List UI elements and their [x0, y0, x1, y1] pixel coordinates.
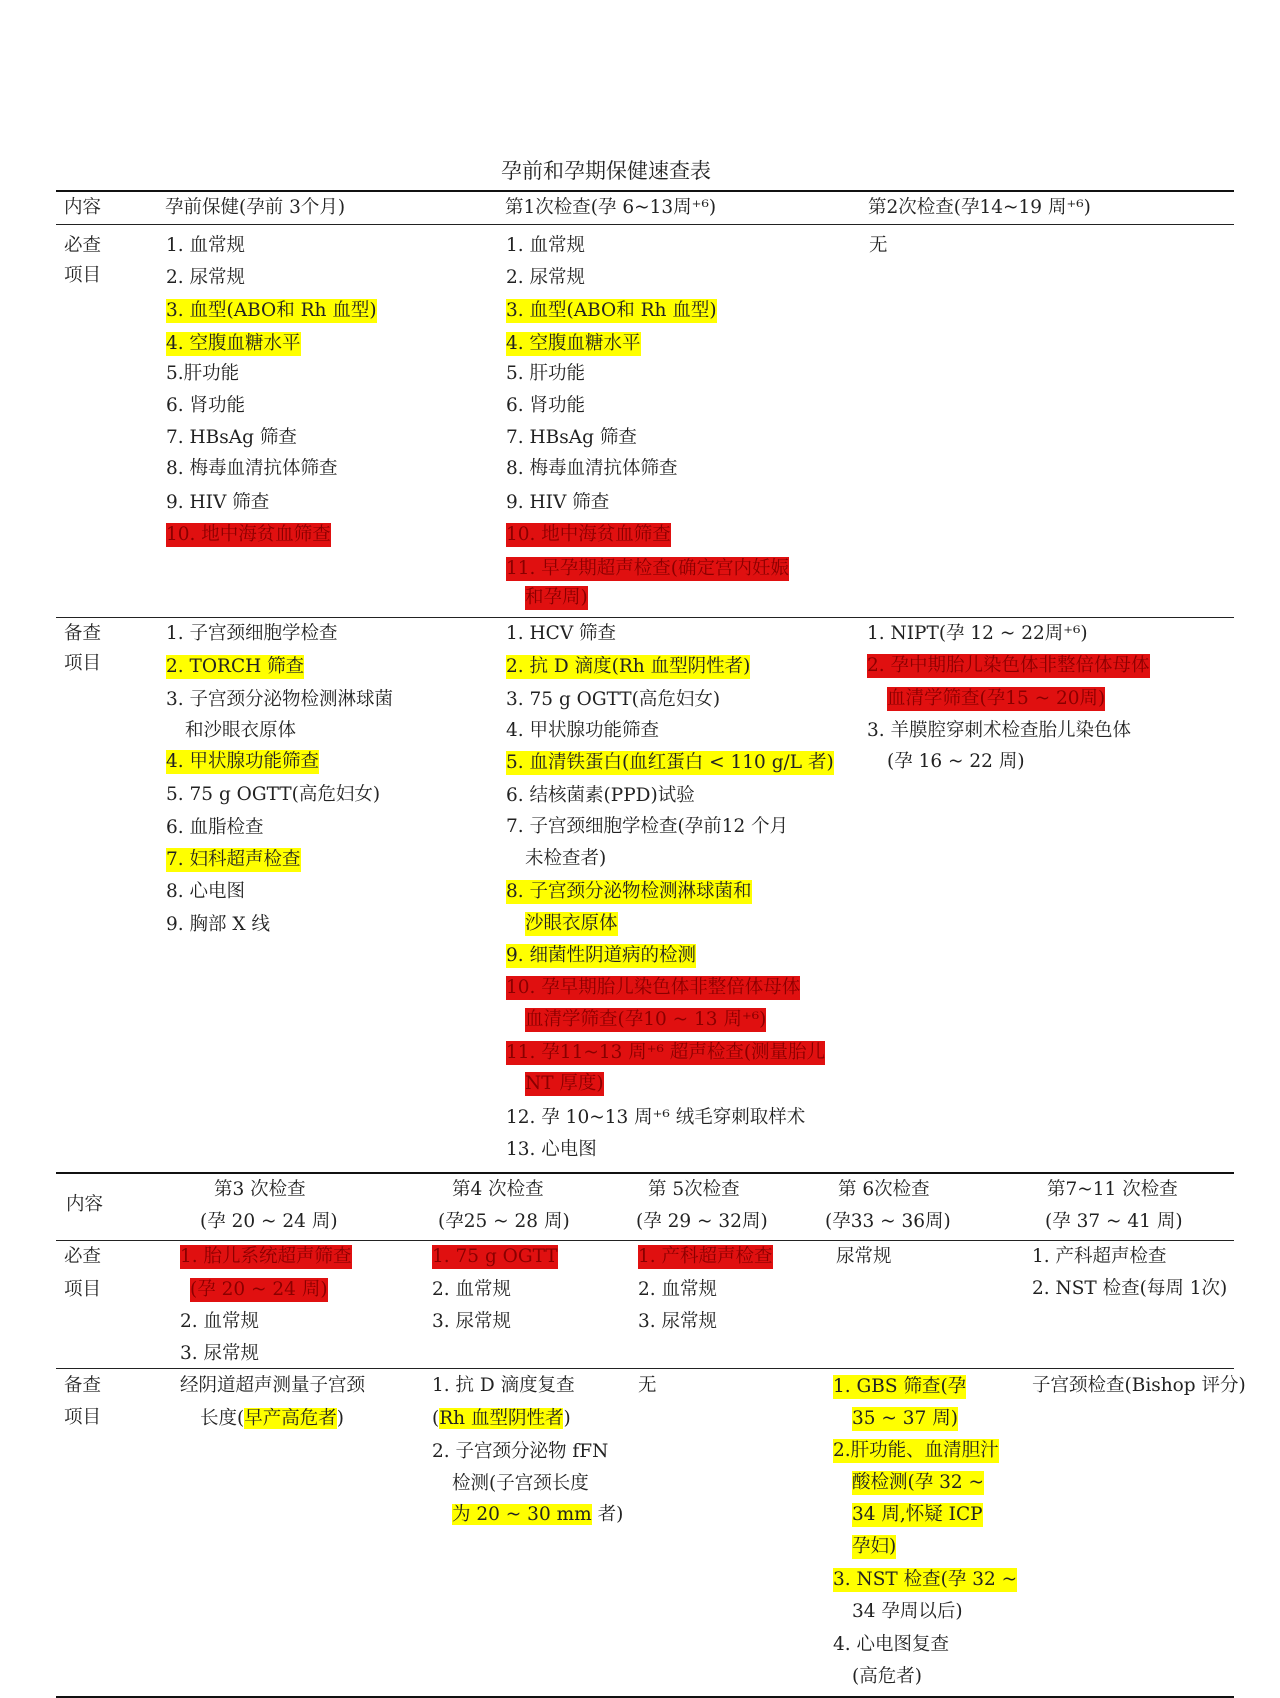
- table2-header-visit5-range: (孕 29 ~ 32周): [636, 1211, 768, 1232]
- text-fragment: 者): [591, 1504, 624, 1525]
- list-item: 6. 肾功能: [166, 395, 246, 416]
- list-item-highlighted: 和孕周): [525, 587, 588, 608]
- list-item: 未检查者): [525, 848, 607, 869]
- table1-bottom-rule: [56, 1172, 1234, 1174]
- list-item-highlighted: 4. 空腹血糖水平: [506, 333, 641, 354]
- list-item: 5. 肝功能: [506, 363, 586, 384]
- list-item: 6. 结核菌素(PPD)试验: [506, 785, 695, 806]
- row-label: 必查: [64, 1246, 102, 1267]
- list-item-highlighted: 沙眼衣原体: [525, 913, 618, 934]
- list-item-highlighted: 孕妇): [852, 1536, 897, 1557]
- list-item: 1. 产科超声检查: [1032, 1246, 1167, 1267]
- list-item: 1. 血常规: [166, 235, 246, 256]
- table2-header-visit6-range: (孕33 ~ 36周): [825, 1211, 951, 1232]
- list-item: 3. 尿常规: [638, 1311, 718, 1332]
- list-item: 7. HBsAg 筛查: [166, 427, 297, 448]
- list-item: 2. 血常规: [180, 1311, 260, 1332]
- list-item: 3. 子宫颈分泌物检测淋球菌: [166, 689, 394, 710]
- list-item-highlighted: 酸检测(孕 32 ~: [852, 1472, 985, 1493]
- list-item: 2. 尿常规: [166, 267, 246, 288]
- list-item-highlighted: 10. 地中海贫血筛查: [506, 524, 671, 545]
- table2-header-visit5: 第 5次检查: [648, 1179, 740, 1200]
- list-item: 子宫颈检查(Bishop 评分): [1032, 1375, 1246, 1396]
- list-item-highlighted: 9. 细菌性阴道病的检测: [506, 945, 697, 966]
- list-item: 6. 肾功能: [506, 395, 586, 416]
- row-label: 必查: [64, 235, 102, 256]
- list-item-highlighted: 2. 抗 D 滴度(Rh 血型阴性者): [506, 656, 751, 677]
- text-fragment: ): [336, 1408, 344, 1429]
- list-item: 8. 心电图: [166, 881, 246, 902]
- list-item-highlighted: (孕 20 ~ 24 周): [190, 1279, 328, 1300]
- list-item: 无: [638, 1375, 657, 1396]
- list-item-highlighted: 7. 妇科超声检查: [166, 849, 301, 870]
- list-item: [452, 1503, 623, 1527]
- table2-header-visit4: 第4 次检查: [452, 1179, 544, 1200]
- list-item-highlighted: 1. 产科超声检查: [638, 1246, 773, 1267]
- list-item: 1. HCV 筛查: [506, 623, 617, 644]
- list-item-highlighted: 35 ~ 37 周): [852, 1408, 958, 1429]
- list-item-highlighted: 1. 胎儿系统超声筛查: [180, 1246, 352, 1267]
- list-item-highlighted: 11. 孕11~13 周⁺⁶ 超声检查(测量胎儿: [506, 1042, 826, 1063]
- list-item: 8. 梅毒血清抗体筛查: [166, 458, 338, 479]
- list-item-highlighted: 5. 血清铁蛋白(血红蛋白 < 110 g/L 者): [506, 752, 834, 773]
- list-item: 8. 梅毒血清抗体筛查: [506, 458, 678, 479]
- list-item: 12. 孕 10~13 周⁺⁶ 绒毛穿刺取样术: [506, 1107, 806, 1128]
- list-item: (高危者): [852, 1666, 922, 1687]
- table1-header-content: 内容: [64, 197, 102, 218]
- table2-row-rule: [56, 1368, 1234, 1369]
- table2-header-visit7-11: 第7~11 次检查: [1047, 1179, 1178, 1200]
- list-item-highlighted: 2. TORCH 筛查: [166, 656, 305, 677]
- list-item: 6. 血脂检查: [166, 817, 264, 838]
- table2-header-visit4-range: (孕25 ~ 28 周): [438, 1211, 570, 1232]
- table2-header-visit3: 第3 次检查: [214, 1179, 306, 1200]
- list-item-highlighted: 10. 地中海贫血筛查: [166, 524, 331, 545]
- list-item: 1. NIPT(孕 12 ~ 22周⁺⁶): [867, 623, 1088, 644]
- list-item-highlighted: 1. GBS 筛查(孕: [833, 1376, 967, 1397]
- table1-row-rule: [56, 617, 1234, 618]
- table2-header-rule: [56, 1240, 1234, 1241]
- table1-top-rule: [56, 190, 1234, 192]
- list-item: [200, 1407, 344, 1431]
- row-label: 项目: [64, 265, 102, 286]
- list-item: 4. 心电图复查: [833, 1634, 950, 1655]
- list-item-highlighted: 1. 75 g OGTT: [432, 1246, 558, 1267]
- list-item: 检测(子宫颈长度: [452, 1473, 589, 1494]
- list-item-highlighted: 10. 孕早期胎儿染色体非整倍体母体: [506, 977, 801, 998]
- table1-header-visit2: 第2次检查(孕14~19 周⁺⁶): [868, 197, 1091, 218]
- list-item-highlighted: 3. 血型(ABO和 Rh 血型): [506, 300, 717, 321]
- list-item-highlighted: 4. 甲状腺功能筛查: [166, 751, 320, 772]
- list-item-highlighted: 血清学筛查(孕15 ~ 20周): [887, 688, 1106, 709]
- list-item: 2. 尿常规: [506, 267, 586, 288]
- list-item: 5. 75 g OGTT(高危妇女): [166, 784, 381, 805]
- list-item: 尿常规: [836, 1246, 892, 1267]
- text-fragment-highlighted: 为 20 ~ 30 mm: [452, 1504, 592, 1525]
- list-item-highlighted: 8. 子宫颈分泌物检测淋球菌和: [506, 881, 752, 902]
- list-item: 1. 血常规: [506, 235, 586, 256]
- list-item-highlighted: 2.肝功能、血清胆汁: [833, 1440, 999, 1461]
- list-item: 9. HIV 筛查: [166, 492, 270, 513]
- list-item: 3. 75 g OGTT(高危妇女): [506, 689, 721, 710]
- list-item-highlighted: 11. 早孕期超声检查(确定宫内妊娠: [506, 558, 790, 579]
- list-item: 7. 子宫颈细胞学检查(孕前12 个月: [506, 816, 789, 837]
- list-item-highlighted: NT 厚度): [525, 1073, 604, 1094]
- list-item: 5.肝功能: [166, 363, 240, 384]
- row-label: 项目: [64, 1279, 102, 1300]
- list-item: 9. 胸部 X 线: [166, 914, 270, 935]
- table1-header-rule: [56, 224, 1234, 225]
- list-item: 3. 羊膜腔穿刺术检查胎儿染色体: [867, 720, 1132, 741]
- list-item: 34 孕周以后): [852, 1601, 963, 1622]
- list-item: 无: [869, 235, 888, 256]
- list-item: (孕 16 ~ 22 周): [887, 751, 1025, 772]
- list-item-highlighted: 3. NST 检查(孕 32 ~: [833, 1569, 1018, 1590]
- text-fragment-highlighted: 早产高危者: [244, 1408, 337, 1429]
- text-fragment: ): [563, 1408, 571, 1429]
- list-item: 3. 尿常规: [180, 1343, 260, 1364]
- list-item: 2. 子宫颈分泌物 fFN: [432, 1441, 609, 1462]
- list-item-highlighted: 3. 血型(ABO和 Rh 血型): [166, 300, 377, 321]
- list-item-highlighted: 34 周,怀疑 ICP: [852, 1504, 983, 1525]
- list-item: 7. HBsAg 筛查: [506, 427, 637, 448]
- list-item: 2. NST 检查(每周 1次): [1032, 1278, 1228, 1299]
- list-item: 1. 子宫颈细胞学检查: [166, 623, 338, 644]
- table2-header-visit3-range: (孕 20 ~ 24 周): [200, 1211, 338, 1232]
- list-item: 经阴道超声测量子宫颈: [180, 1375, 366, 1396]
- list-item: 和沙眼衣原体: [185, 720, 297, 741]
- page-title: 孕前和孕期保健速查表: [501, 159, 711, 183]
- list-item-highlighted: 2. 孕中期胎儿染色体非整倍体母体: [867, 655, 1150, 676]
- row-label: 项目: [64, 1407, 102, 1428]
- list-item: 1. 抗 D 滴度复查: [432, 1375, 575, 1396]
- list-item: 2. 血常规: [638, 1279, 718, 1300]
- table1-header-visit1: 第1次检查(孕 6~13周⁺⁶): [505, 197, 717, 218]
- text-fragment: (: [432, 1408, 440, 1429]
- list-item-highlighted: 4. 空腹血糖水平: [166, 333, 301, 354]
- row-label: 备查: [64, 623, 102, 644]
- table2-header-visit6: 第 6次检查: [838, 1179, 930, 1200]
- list-item: 13. 心电图: [506, 1139, 597, 1160]
- table2-header-visit7-11-range: (孕 37 ~ 41 周): [1045, 1211, 1183, 1232]
- list-item: [432, 1407, 571, 1431]
- list-item: 3. 尿常规: [432, 1311, 512, 1332]
- list-item: 2. 血常规: [432, 1279, 512, 1300]
- list-item-highlighted: 血清学筛查(孕10 ~ 13 周⁺⁶): [525, 1009, 767, 1030]
- list-item: 4. 甲状腺功能筛查: [506, 720, 660, 741]
- row-label: 项目: [64, 653, 102, 674]
- list-item: 9. HIV 筛查: [506, 492, 610, 513]
- table2-header-content: 内容: [66, 1194, 104, 1215]
- table1-header-preconception: 孕前保健(孕前 3个月): [165, 197, 346, 218]
- text-fragment: 长度(: [200, 1408, 245, 1429]
- row-label: 备查: [64, 1375, 102, 1396]
- text-fragment-highlighted: Rh 血型阴性者: [439, 1408, 564, 1429]
